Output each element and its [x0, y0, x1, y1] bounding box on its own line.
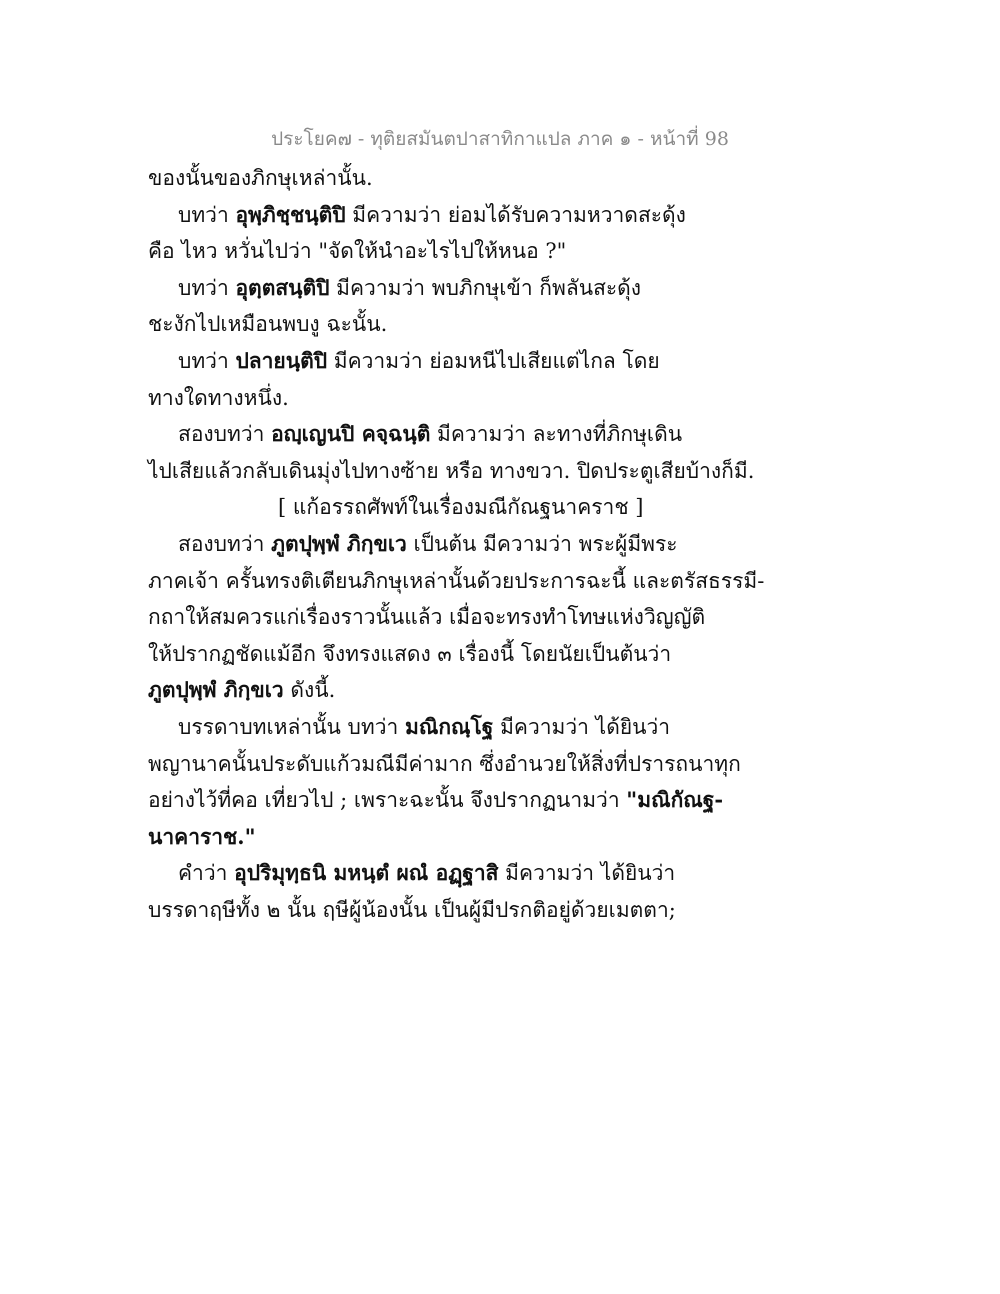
- text-line: [148, 636, 848, 673]
- text-segment: มีความว่า ได้ยินว่า: [498, 861, 676, 886]
- pali-term: อุพฺภิชฺชนฺติปิ: [235, 201, 346, 227]
- pali-term: อุตฺตสนฺติปิ: [235, 274, 330, 300]
- text-line: [148, 380, 848, 417]
- section-heading: [148, 489, 848, 526]
- text-segment: คำว่า: [178, 861, 235, 886]
- text-segment: บรรดาบทเหล่านั้น บทว่า: [178, 714, 405, 739]
- text-segment: บทว่า: [178, 275, 236, 300]
- text-line: [148, 599, 848, 636]
- text-segment: ทางใดทางหนึ่ง.: [148, 385, 289, 410]
- text-segment: ดังนี้.: [283, 678, 336, 703]
- text-segment: [ แก้อรรถศัพท์ในเรื่องมณีกัณฐนาคราช ]: [278, 495, 644, 520]
- text-segment: บทว่า: [178, 348, 236, 373]
- pali-term: ปลายนฺติปิ: [235, 347, 328, 373]
- text-line: [148, 672, 848, 709]
- text-segment: สองบทว่า: [178, 531, 272, 556]
- text-line: [148, 160, 848, 197]
- text-segment: กถาให้สมควรแก่เรื่องราวนั้นแล้ว เมื่อจะทรงทำโทษแห่งวิญญัติ: [148, 605, 706, 630]
- text-segment: มีความว่า ย่อมได้รับความหวาดสะดุ้ง: [345, 202, 686, 227]
- text-segment: มีความว่า ได้ยินว่า: [493, 714, 671, 739]
- document-body: [148, 160, 848, 928]
- text-segment: ภาคเจ้า ครั้นทรงติเตียนภิกษุเหล่านั้นด้วยประการฉะนี้ และตรัสธรรมี-: [148, 568, 765, 593]
- text-line: [148, 416, 848, 453]
- text-segment: มีความว่า ย่อมหนีไปเสียแต่ไกล โดย: [327, 348, 660, 373]
- pali-term: ภูตปุพฺพํ ภิกฺขเว: [271, 530, 407, 556]
- text-line: [148, 197, 848, 234]
- text-line: [148, 746, 848, 783]
- text-line: [148, 563, 848, 600]
- pali-term: อญฺเญนปิ คจฺฉนฺติ: [271, 421, 431, 447]
- page-header: [0, 124, 1000, 154]
- text-segment: สองบทว่า: [178, 422, 272, 447]
- text-line: [148, 855, 848, 892]
- text-segment: มีความว่า พบภิกษุเข้า ก็พลันสะดุ้ง: [329, 275, 642, 300]
- text-segment: ให้ปรากฏชัดแม้อีก จึงทรงแสดง ๓ เรื่องนี้ โดยนัยเป็นต้นว่า: [148, 641, 672, 666]
- pali-term: "มณิกัณฐ-: [626, 787, 724, 813]
- text-line: [148, 819, 848, 856]
- text-segment: บทว่า: [178, 202, 236, 227]
- text-segment: บรรดาฤษีทั้ง ๒ นั้น ฤษีผู้น้องนั้น เป็นผู้มีปรกติอยู่ด้วยเมตตา;: [148, 897, 676, 922]
- text-line: [148, 526, 848, 563]
- pali-term: ภูตปุพฺพํ ภิกฺขเว: [148, 677, 284, 703]
- text-segment: อย่างไว้ที่คอ เที่ยวไป ; เพราะฉะนั้น จึงปรากฏนามว่า: [148, 788, 627, 813]
- pali-term: นาคาราช.": [148, 823, 256, 849]
- text-line: [148, 892, 848, 929]
- text-segment: ของนั้นของภิกษุเหล่านั้น.: [148, 166, 373, 190]
- text-segment: คือ ไหว หวั่นไปว่า "จัดให้นำอะไรไปให้หนอ ?": [148, 239, 567, 264]
- text-line: [148, 709, 848, 746]
- text-line: [148, 343, 848, 380]
- text-segment: ไปเสียแล้วกลับเดินมุ่งไปทางซ้าย หรือ ทางขวา. ปิดประตูเสียบ้างก็มี.: [148, 458, 755, 483]
- text-line: [148, 270, 848, 307]
- pali-term: มณิกณฺโฐ: [405, 713, 494, 739]
- page-header-text: ประโยค๗ - ทุติยสมันตปาสาทิกาแปล ภาค ๑ - หน้าที่ 98: [271, 128, 729, 150]
- text-segment: มีความว่า ละทางที่ภิกษุเดิน: [430, 422, 683, 447]
- text-segment: เป็นต้น มีความว่า พระผู้มีพระ: [406, 531, 678, 556]
- text-segment: ชะงักไปเหมือนพบงู ฉะนั้น.: [148, 312, 388, 337]
- text-line: [148, 782, 848, 819]
- text-segment: พญานาคนั้นประดับแก้วมณีมีค่ามาก ซึ่งอำนวยให้สิ่งที่ปรารถนาทุก: [148, 751, 741, 776]
- text-line: [148, 453, 848, 490]
- text-line: [148, 233, 848, 270]
- pali-term: อุปริมุทฺธนิ มหนฺตํ ผณํ อฏฺฐาสิ: [234, 860, 499, 886]
- text-line: [148, 306, 848, 343]
